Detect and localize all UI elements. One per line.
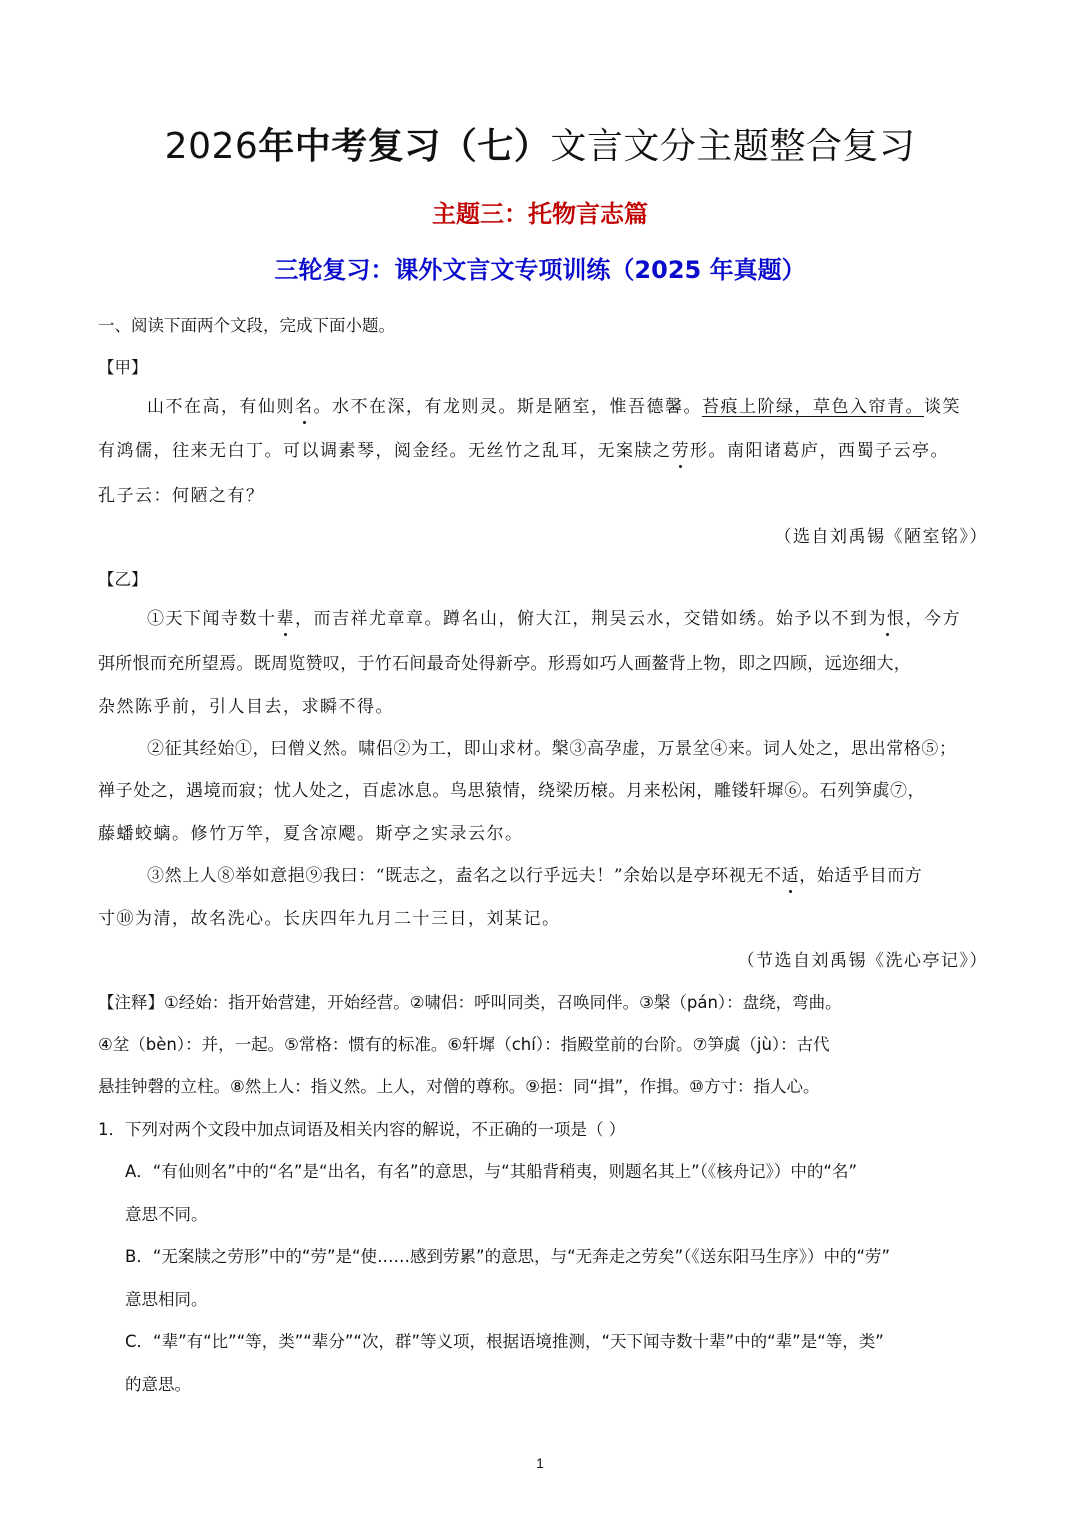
- text-run: 。水不在深，有龙则灵。斯是陋室，惟吾德馨。: [313, 397, 702, 417]
- round-subtitle: 三轮复习：课外文言文专项训练（2025 年真题）: [274, 256, 806, 284]
- jia-source: （选自刘禹锡《陋室铭》）: [774, 527, 988, 547]
- notes-line-3: 悬挂钟磬的立柱。⑧然上人：指义然。上人，对僧的尊称。⑨挹：同“揖”，作揖。⑩方寸：指人心。: [98, 1077, 820, 1096]
- yi-source: （节选自刘禹锡《洗心亭记》）: [737, 951, 988, 971]
- theme-subtitle: 主题三：托物言志篇: [432, 200, 648, 228]
- option-b-line-1: B．“无案牍之劳形”中的“劳”是“使……感到劳累”的意思，与“无奔走之劳矣”（《送东阳马生序》）中的“劳”: [125, 1247, 891, 1266]
- option-a-line-1: A．“有仙则名”中的“名”是“出名，有名”的意思，与“其船背稍夷，则题名其上”（《核舟记》）中的“名”: [125, 1162, 858, 1181]
- text-run: ，而吉祥尤章章。蹲名山，俯大江，荆吴云水，交错如绣。始予以不到: [295, 609, 869, 629]
- title-bold: 年中考复习（七）: [258, 126, 551, 167]
- option-a-line-2: 意思不同。: [125, 1205, 208, 1224]
- jia-line-2: [98, 436, 988, 461]
- option-c-line-2: 的意思。: [125, 1375, 191, 1394]
- yi-p1-line-1: [147, 604, 989, 629]
- underlined-sentence: 苔痕上阶绿，草色入帘青。: [702, 397, 924, 417]
- yi-p3-line-1: [147, 861, 989, 886]
- title-rest: 文言文分主题整合复习: [550, 126, 916, 167]
- text-run: ③然上人⑧举如意挹⑨我曰：“既志之，盍名之以行乎远夫！”余始以是亭环视无不: [147, 866, 782, 886]
- yi-p2-line-2: 禅子处之，遇境而寂；忧人处之，百虑冰息。鸟思猿情，绕梁历榱。月来松闲，雕镂轩墀⑥。石列笋虡⑦，: [98, 781, 926, 801]
- jia-label: 【甲】: [98, 358, 148, 377]
- yi-p2-line-1: ②征其经始①，曰僧义然。啸侣②为工，即山求材。槃③高孕虚，万景坌④来。词人处之，思出常格⑤；: [147, 739, 957, 759]
- text-run: ①天下闻寺数十: [147, 609, 277, 629]
- jia-line-1: [147, 392, 989, 417]
- dotted-word: 为恨: [868, 609, 906, 629]
- yi-p3-line-2: 寸⑩为清，故名洗心。长庆四年九月二十三日，刘某记。: [98, 909, 561, 929]
- notes-line-1: 【注释】①经始：指开始营建，开始经营。②啸侣：呼叫同类，召唤同伴。③槃（pán）：盘绕，弯曲。: [98, 993, 842, 1012]
- text-run: ，今方: [905, 609, 961, 629]
- text-run: ，始适乎目而方: [799, 866, 923, 886]
- page-title: [0, 118, 1080, 169]
- dotted-word: 适: [781, 866, 800, 886]
- title-year: 2026: [164, 126, 259, 167]
- dotted-word: 劳: [671, 441, 690, 461]
- yi-p1-line-2: 弭所恨而充所望焉。既周览赞叹，于竹石间最奇处得新亭。形焉如巧人画鳌背上物，即之四顾，远迩细大，: [98, 654, 912, 674]
- option-c-line-1: C．“辈”有“比”“等，类”“辈分”“次，群”等义项，根据语境推测，“天下闻寺数十辈”中的“辈”是“等，类”: [125, 1332, 884, 1351]
- question-1-stem: 1．下列对两个文段中加点词语及相关内容的解说，不正确的一项是（ ）: [98, 1120, 626, 1139]
- yi-p1-line-3: 杂然陈乎前，引人目去，求瞬不得。: [98, 697, 394, 717]
- notes-line-2: ④坌（bèn）：并，一起。⑤常格：惯有的标准。⑥轩墀（chí）：指殿堂前的台阶。⑦笋虡（jù）：古代: [98, 1035, 830, 1054]
- instruction: 一、阅读下面两个文段，完成下面小题。: [98, 316, 395, 335]
- text-run: 谈笑: [924, 397, 961, 417]
- dotted-word: 名: [295, 397, 314, 417]
- text-run: 形。南阳诸葛庐，西蜀子云亭。: [690, 441, 949, 461]
- text-run: 有鸿儒，往来无白丁。可以调素琴，阅金经。无丝竹之乱耳，无案牍之: [98, 441, 672, 461]
- text-run: 山不在高，有仙则: [147, 397, 295, 417]
- jia-line-3: 孔子云：何陋之有？: [98, 486, 265, 506]
- dotted-word: 辈: [276, 609, 295, 629]
- option-b-line-2: 意思相同。: [125, 1290, 208, 1309]
- page-number: 1: [536, 1455, 544, 1471]
- yi-label: 【乙】: [98, 570, 148, 589]
- yi-p2-line-3: 藤蟠蛟螭。修竹万竿，夏含凉飔。斯亭之实录云尔。: [98, 824, 524, 844]
